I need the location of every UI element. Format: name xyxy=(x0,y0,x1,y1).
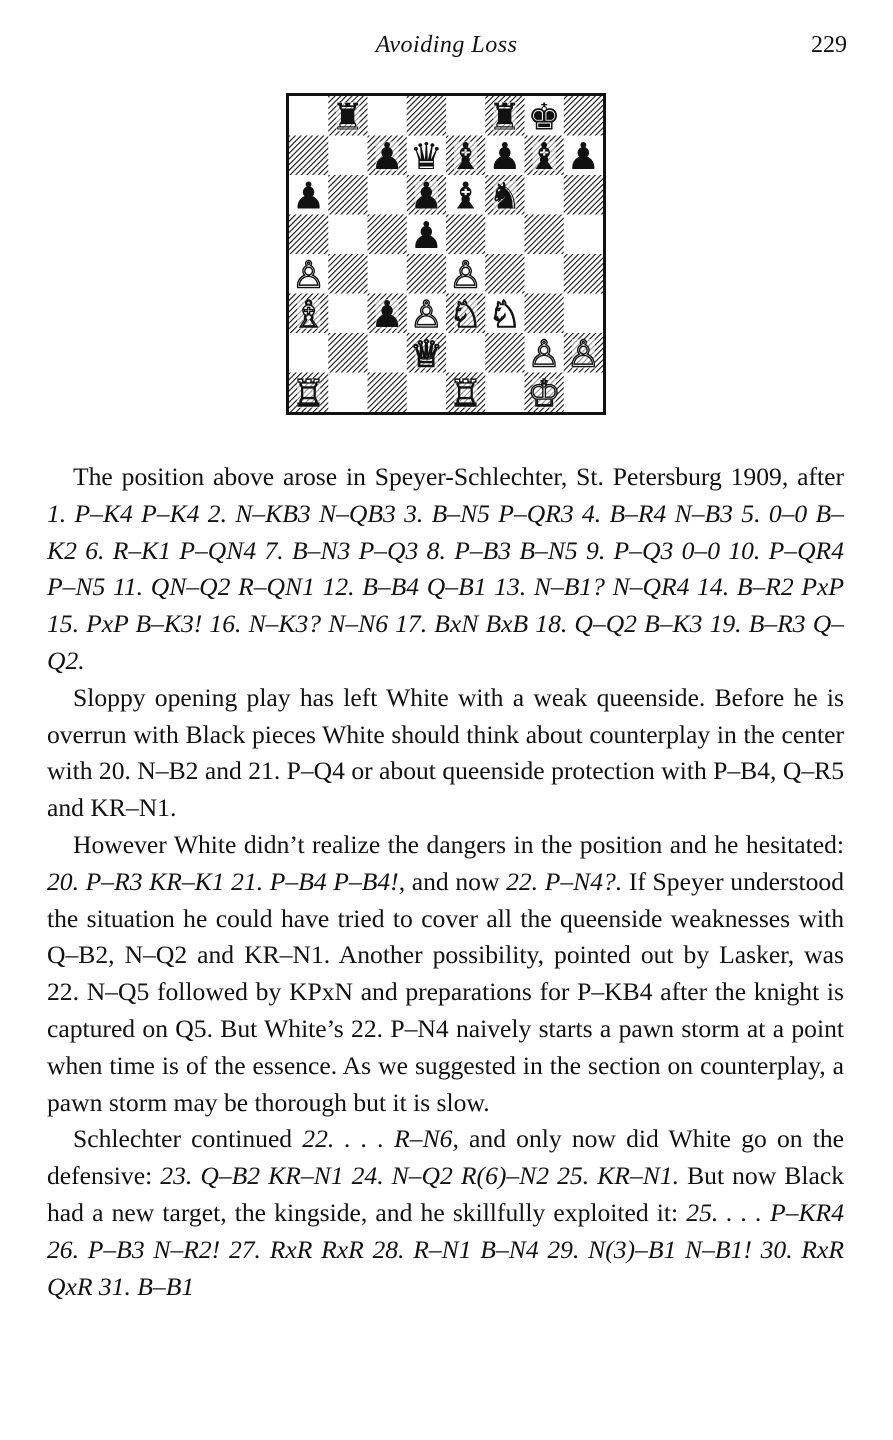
dark-square-b2 xyxy=(328,333,368,373)
running-head xyxy=(0,28,893,64)
dark-square-g5 xyxy=(525,215,565,255)
light-square-h1 xyxy=(564,373,603,413)
light-square-c6 xyxy=(368,175,408,215)
black-knight-icon: ♞ xyxy=(488,174,522,218)
prose-text: Schlechter continued xyxy=(73,1124,303,1154)
light-square-c8 xyxy=(368,96,408,136)
move-notation: 20. P–R3 KR–K1 21. P–B4 P–B4! xyxy=(47,866,399,896)
move-notation: 22. P–N4?. xyxy=(506,866,623,896)
light-square-b3 xyxy=(328,294,368,334)
move-notation: 1. P–K4 P–K4 2. N–KB3 N–QB3 3. B–N5 P–QR3 4. B–R4 N–B3 5. 0–0 B–K2 6. R–K1 P–QN4 7. B–N3 P–Q3 8. P–B3 B–N5 9. P–Q3 0–0 10. P–QR4 P–N5 11. QN–Q2 R–QN1 12. B–B4 Q–B1 13. N–B1? N–QR4 14. B–R2 PxP 15. PxP B–K3! 16. N–K3? N–N6 17. BxN BxB 18. Q–Q2 B–K3 19. B–R3 Q–Q2. xyxy=(47,498,844,675)
dark-square-c5 xyxy=(368,215,408,255)
light-square-h5 xyxy=(564,215,603,255)
prose-text: and only now did White go on the defensive: xyxy=(47,1124,844,1191)
chess-diagram xyxy=(286,93,606,415)
dark-square-a7 xyxy=(289,136,329,176)
dark-square-g3 xyxy=(525,294,565,334)
prose-text: But now Black had a new target, the kingside, and he skillfully exploited it: xyxy=(47,1161,844,1227)
dark-square-h4 xyxy=(564,254,603,294)
light-square-c4 xyxy=(368,254,408,294)
dark-square-f4 xyxy=(485,254,525,294)
dark-square-h8 xyxy=(564,96,603,136)
white-pawn-icon: ♙ xyxy=(292,253,326,297)
white-rook-icon: ♖ xyxy=(449,371,483,412)
paragraph-continuation xyxy=(47,1121,844,1305)
body-text xyxy=(47,459,844,1305)
black-bishop-icon: ♝ xyxy=(449,174,483,218)
paragraph-game-moves xyxy=(47,459,844,680)
white-pawn-icon: ♙ xyxy=(566,332,600,376)
light-square-b7 xyxy=(328,136,368,176)
white-pawn-icon: ♙ xyxy=(449,253,483,297)
dark-square-e5 xyxy=(446,215,486,255)
black-pawn-icon: ♟ xyxy=(566,134,600,178)
black-rook-icon: ♜ xyxy=(488,96,522,139)
black-king-icon: ♚ xyxy=(527,96,561,139)
prose-text: However White didn’t realize the dangers in the position and he hesitated: xyxy=(73,829,844,859)
light-square-a8 xyxy=(289,96,329,136)
black-bishop-icon: ♝ xyxy=(527,134,561,178)
white-knight-icon: ♘ xyxy=(449,292,483,336)
running-title: Avoiding Loss xyxy=(375,32,518,58)
dark-square-d8 xyxy=(407,96,447,136)
light-square-b5 xyxy=(328,215,368,255)
chess-board xyxy=(289,96,603,412)
light-square-a2 xyxy=(289,333,329,373)
white-knight-icon: ♘ xyxy=(488,292,522,336)
move-notation: 23. Q–B2 KR–N1 24. N–Q2 R(6)–N2 25. KR–N1. xyxy=(160,1161,679,1191)
dark-square-b4 xyxy=(328,254,368,294)
dark-square-b6 xyxy=(328,175,368,215)
dark-square-a5 xyxy=(289,215,329,255)
white-queen-icon: ♕ xyxy=(409,332,443,376)
prose-text: If Speyer understood the situation he could have tried to cover all the queenside weaknesses with Q–B2, N–Q2 and KR–N1. Another possibility, pointed out by Lasker, was 22. N–Q5 followed by KPxN and preparations for P–KB4 after the knight is captured on Q5. But White’s 22. P–N4 naively starts a pawn storm at a point when time is of the essence. As we suggested in the section on counterplay, a pawn storm may be thorough but it is slow. xyxy=(47,866,845,1117)
light-square-e2 xyxy=(446,333,486,373)
white-bishop-icon: ♗ xyxy=(292,292,326,336)
light-square-d1 xyxy=(407,373,447,413)
prose-text: Sloppy opening play has left White with a weak queenside. Before he is overrun with Black pieces White should think about counterplay in the center with 20. N–B2 and 21. P–Q4 or about queenside protection with P–B4, Q–R5 and KR–N1. xyxy=(47,682,844,823)
move-notation: 25. . . . P–KR4 26. P–B3 N–R2! 27. RxR RxR 28. R–N1 B–N4 29. N(3)–B1 N–B1! 30. RxR QxR 31. B–B1 xyxy=(47,1197,844,1301)
dark-square-h6 xyxy=(564,175,603,215)
prose-text: The position above arose in Speyer-Schlechter, St. Petersburg 1909, after xyxy=(73,462,844,491)
black-pawn-icon: ♟ xyxy=(292,174,326,218)
paragraph-hesitation xyxy=(47,827,844,1121)
light-square-g6 xyxy=(525,175,565,215)
black-queen-icon: ♛ xyxy=(409,134,443,178)
black-pawn-icon: ♟ xyxy=(370,134,404,178)
paragraph-analysis xyxy=(47,680,844,827)
light-square-f5 xyxy=(485,215,525,255)
black-rook-icon: ♜ xyxy=(331,96,365,139)
light-square-b1 xyxy=(328,373,368,413)
white-pawn-icon: ♙ xyxy=(527,332,561,376)
light-square-e8 xyxy=(446,96,486,136)
dark-square-f2 xyxy=(485,333,525,373)
page-number: 229 xyxy=(811,32,847,58)
black-pawn-icon: ♟ xyxy=(409,213,443,257)
white-king-icon: ♔ xyxy=(527,371,561,412)
black-pawn-icon: ♟ xyxy=(488,134,522,178)
black-bishop-icon: ♝ xyxy=(449,134,483,178)
black-pawn-icon: ♟ xyxy=(409,174,443,218)
light-square-c2 xyxy=(368,333,408,373)
dark-square-d4 xyxy=(407,254,447,294)
prose-text: , and now xyxy=(398,866,507,896)
white-rook-icon: ♖ xyxy=(292,371,326,412)
light-square-h3 xyxy=(564,294,603,334)
light-square-g4 xyxy=(525,254,565,294)
move-notation: 22. . . . R–N6, xyxy=(302,1124,459,1154)
white-pawn-icon: ♙ xyxy=(409,292,443,336)
light-square-f1 xyxy=(485,373,525,413)
black-pawn-icon: ♟ xyxy=(370,292,404,336)
dark-square-c1 xyxy=(368,373,408,413)
